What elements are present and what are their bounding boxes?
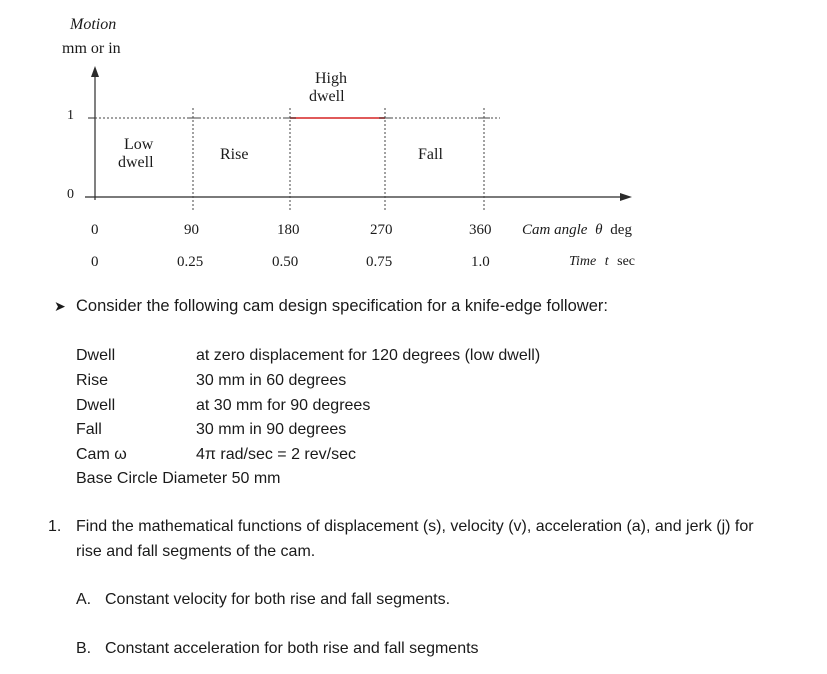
- angle-label-text: Cam angle: [522, 222, 588, 238]
- y-tick-label-1: 1: [67, 108, 74, 123]
- angle-tick-0: 0: [91, 222, 99, 238]
- time-unit: sec: [617, 254, 636, 269]
- spec-term-1: Dwell: [76, 347, 116, 364]
- angle-tick-360: 360: [469, 222, 492, 238]
- x-axis-arrow: [620, 193, 632, 201]
- intro-line: [54, 297, 608, 316]
- low-dwell-label-1: Low: [124, 136, 154, 153]
- question-line-2: rise and fall segments of the cam.: [76, 543, 316, 560]
- spec-desc-2: 30 mm in 60 degrees: [196, 372, 347, 389]
- spec-term-3: Dwell: [76, 397, 116, 414]
- angle-unit: deg: [610, 222, 632, 238]
- rise-label: Rise: [220, 146, 249, 163]
- time-axis-label: [569, 254, 635, 270]
- base-circle-line: Base Circle Diameter 50 mm: [76, 470, 281, 487]
- angle-tick-90: 90: [184, 222, 199, 238]
- time-tick-0: 0: [91, 254, 99, 270]
- angle-tick-180: 180: [277, 222, 300, 238]
- angle-axis-label: [522, 222, 632, 239]
- option-b-text: Constant acceleration for both rise and fall segments: [105, 640, 479, 657]
- time-tick-10: 1.0: [471, 254, 490, 270]
- spec-desc-1: at zero displacement for 120 degrees (low dwell): [196, 347, 541, 364]
- y-tick-label-0: 0: [67, 187, 74, 202]
- arrow-bullet-icon: ➤: [54, 298, 66, 314]
- option-b-letter: B.: [76, 640, 92, 657]
- option-a-text: Constant velocity for both rise and fall segments.: [105, 591, 451, 608]
- spec-term-4: Fall: [76, 421, 102, 438]
- question-number: 1.: [48, 518, 62, 535]
- high-dwell-label-1: High: [315, 70, 347, 87]
- spec-term-2: Rise: [76, 372, 109, 389]
- option-a-letter: A.: [76, 591, 92, 608]
- time-tick-025: 0.25: [177, 254, 204, 270]
- angle-symbol: θ: [595, 222, 603, 238]
- spec-term-5: Cam ω: [76, 446, 127, 463]
- high-dwell-label-2: dwell: [309, 88, 345, 105]
- question-line-1: Find the mathematical functions of displacement (s), velocity (v), acceleration (a), and jerk (j) for: [76, 518, 754, 535]
- y-axis-arrow: [91, 66, 99, 77]
- time-symbol: t: [604, 254, 609, 269]
- spec-desc-4: 30 mm in 90 degrees: [196, 421, 347, 438]
- intro-text: Consider the following cam design specification for a knife-edge follower:: [76, 297, 608, 315]
- spec-desc-5: 4π rad/sec = 2 rev/sec: [196, 446, 356, 463]
- fall-label: Fall: [418, 146, 443, 163]
- y-axis-label-units: mm or in: [62, 40, 121, 57]
- y-axis-label-motion: Motion: [70, 16, 117, 33]
- time-label-text: Time: [569, 254, 597, 269]
- angle-tick-270: 270: [370, 222, 393, 238]
- time-tick-075: 0.75: [366, 254, 393, 270]
- time-tick-050: 0.50: [272, 254, 299, 270]
- spec-desc-3: at 30 mm for 90 degrees: [196, 397, 371, 414]
- low-dwell-label-2: dwell: [118, 154, 154, 171]
